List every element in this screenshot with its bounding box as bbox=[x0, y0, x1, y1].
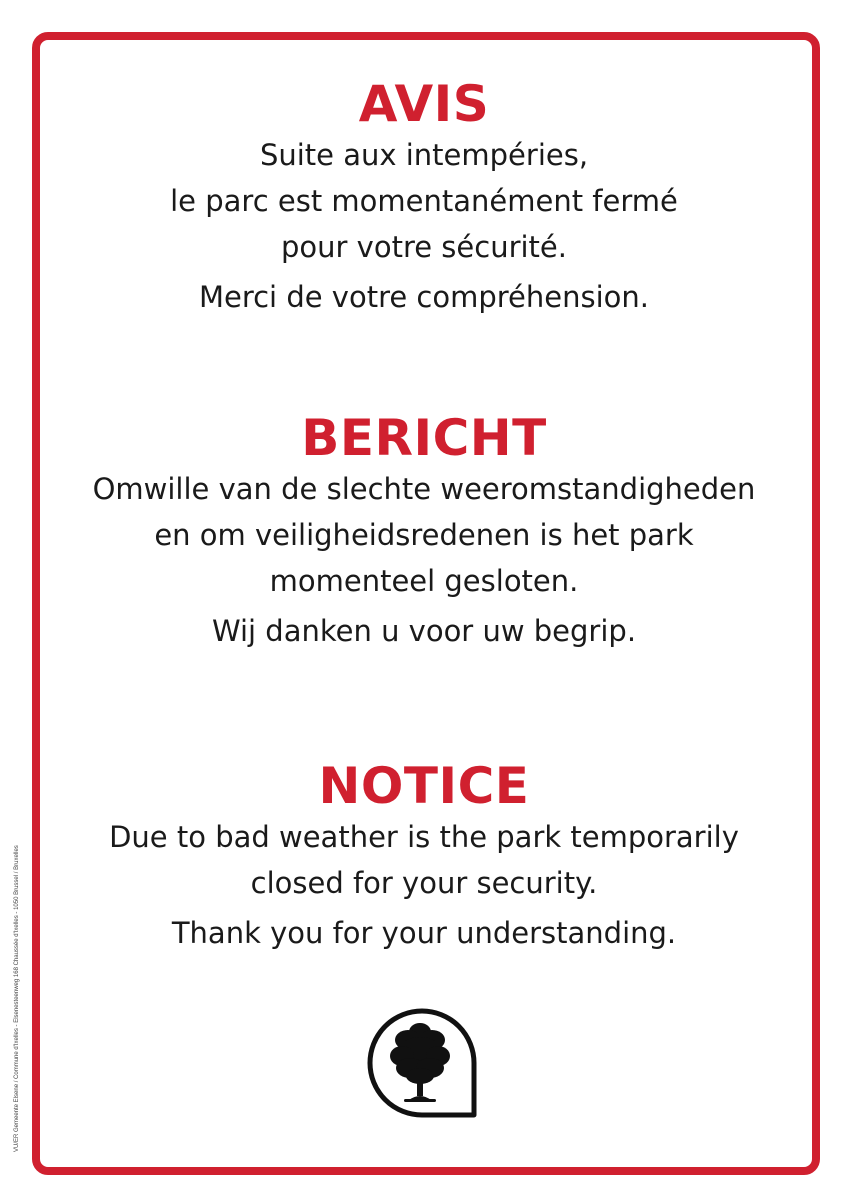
nl-line-3: momenteel gesloten. bbox=[269, 564, 579, 598]
section-english bbox=[40, 758, 808, 956]
en-thanks: Thank you for your understanding. bbox=[171, 916, 677, 950]
fr-line-2: le parc est momentanément fermé bbox=[170, 184, 678, 218]
fr-thanks: Merci de votre compréhension. bbox=[198, 280, 650, 314]
nl-line-2: en om veiligheidsredenen is het park bbox=[154, 518, 694, 552]
nl-thanks: Wij danken u voor uw begrip. bbox=[211, 614, 637, 648]
nl-line-1: Omwille van de slechte weeromstandigheden bbox=[92, 472, 756, 506]
section-french bbox=[40, 76, 808, 320]
en-line-1: Due to bad weather is the park temporarily bbox=[109, 820, 739, 854]
heading-avis: AVIS bbox=[358, 75, 490, 133]
heading-bericht: BERICHT bbox=[301, 409, 547, 467]
heading-notice: NOTICE bbox=[318, 757, 530, 815]
section-dutch bbox=[40, 410, 808, 654]
en-line-2: closed for your security. bbox=[250, 866, 598, 900]
park-tree-icon bbox=[364, 1006, 480, 1118]
fr-line-1: Suite aux intempéries, bbox=[259, 138, 589, 172]
fr-line-3: pour votre sécurité. bbox=[281, 230, 567, 264]
publisher-text: VU/ER Gemeente Elsene / Commune d'Ixelles - Elsenesteenweg 168 Chaussée d'Ixelles - 1050 Brussel / Bruxelles bbox=[14, 845, 20, 1152]
